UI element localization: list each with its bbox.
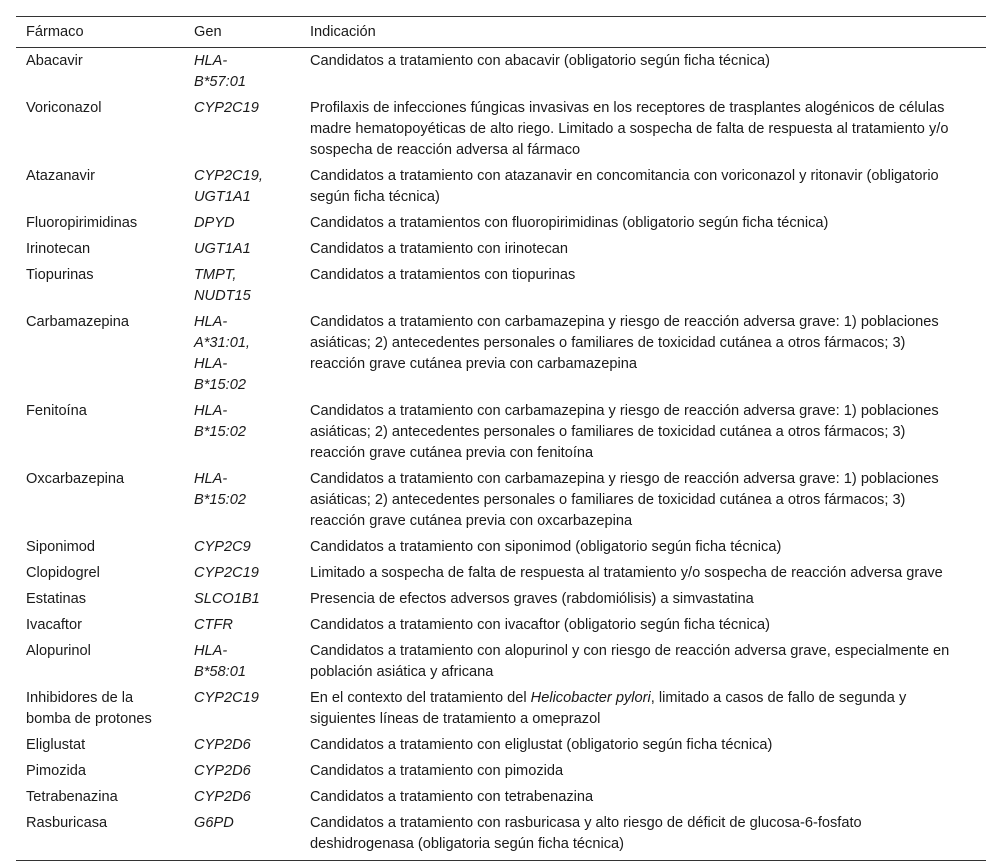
gene-line: B*15:02 bbox=[194, 492, 246, 508]
cell-farmaco: Alopurinol bbox=[26, 643, 91, 659]
table-body bbox=[16, 48, 986, 861]
cell-farmaco: Tetrabenazina bbox=[26, 789, 118, 805]
table-row bbox=[16, 263, 986, 310]
gene-line: UGT1A1 bbox=[194, 241, 251, 257]
gene-line: CYP2D6 bbox=[194, 763, 251, 779]
indicacion-text: En el contexto del tratamiento del bbox=[310, 690, 531, 706]
cell-indicacion: Candidatos a tratamiento con alopurinol y con riesgo de reacción adversa grave, especialmente en población asiática y africana bbox=[310, 643, 950, 680]
header-indicacion: Indicación bbox=[310, 24, 376, 40]
gene-line: UGT1A1 bbox=[194, 189, 251, 205]
cell-gen bbox=[184, 211, 300, 237]
cell-farmaco: Siponimod bbox=[26, 539, 95, 555]
table-row bbox=[16, 811, 986, 861]
cell-gen bbox=[184, 561, 300, 587]
cell-gen bbox=[184, 811, 300, 861]
cell-farmaco: Clopidogrel bbox=[26, 565, 100, 581]
gene-line: B*57:01 bbox=[194, 74, 246, 90]
table-row bbox=[16, 785, 986, 811]
cell-indicacion: Candidatos a tratamiento con pimozida bbox=[310, 763, 564, 779]
gene-line: B*15:02 bbox=[194, 377, 246, 393]
gene-line: CYP2C9 bbox=[194, 539, 251, 555]
gene-line: TMPT, bbox=[194, 267, 237, 283]
indicacion-text: , limitado a casos de fallo de segunda y siguientes líneas de tratamiento a omeprazol bbox=[310, 690, 907, 727]
table-row bbox=[16, 310, 986, 399]
cell-gen bbox=[184, 759, 300, 785]
cell-gen bbox=[184, 96, 300, 164]
cell-indicacion: Presencia de efectos adversos graves (rabdomiólisis) a simvastatina bbox=[310, 591, 754, 607]
header-gen: Gen bbox=[194, 24, 222, 40]
table-row bbox=[16, 211, 986, 237]
cell-farmaco: Voriconazol bbox=[26, 100, 102, 116]
cell-farmaco: Ivacaftor bbox=[26, 617, 82, 633]
cell-indicacion: Candidatos a tratamientos con fluoropirimidinas (obligatorio según ficha técnica) bbox=[310, 215, 829, 231]
cell-gen bbox=[184, 310, 300, 399]
cell-gen bbox=[184, 237, 300, 263]
gene-line: DPYD bbox=[194, 215, 235, 231]
cell-gen bbox=[184, 639, 300, 686]
table-row bbox=[16, 96, 986, 164]
cell-farmaco: Tiopurinas bbox=[26, 267, 94, 283]
table-row bbox=[16, 561, 986, 587]
cell-indicacion: Candidatos a tratamiento con abacavir (obligatorio según ficha técnica) bbox=[310, 53, 770, 69]
cell-gen bbox=[184, 263, 300, 310]
cell-gen bbox=[184, 535, 300, 561]
table-row bbox=[16, 48, 986, 97]
table-row bbox=[16, 587, 986, 613]
gene-line: HLA- bbox=[194, 471, 228, 487]
gene-line: B*15:02 bbox=[194, 424, 246, 440]
cell-indicacion: Limitado a sospecha de falta de respuesta al tratamiento y/o sospecha de reacción adversa grave bbox=[310, 565, 943, 581]
table-row bbox=[16, 733, 986, 759]
header-row bbox=[16, 17, 986, 48]
table-row bbox=[16, 759, 986, 785]
gene-line: CYP2C19 bbox=[194, 565, 259, 581]
gene-line: B*58:01 bbox=[194, 664, 246, 680]
gene-line: HLA- bbox=[194, 314, 228, 330]
cell-indicacion: Candidatos a tratamiento con irinotecan bbox=[310, 241, 568, 257]
table-header bbox=[16, 17, 986, 48]
cell-gen bbox=[184, 164, 300, 211]
cell-farmaco: Estatinas bbox=[26, 591, 87, 607]
gene-line: CYP2C19 bbox=[194, 690, 259, 706]
gene-line: NUDT15 bbox=[194, 288, 251, 304]
cell-gen bbox=[184, 467, 300, 535]
gene-line: G6PD bbox=[194, 815, 234, 831]
cell-farmaco: Fenitoína bbox=[26, 403, 87, 419]
gene-line: CTFR bbox=[194, 617, 233, 633]
gene-line: HLA- bbox=[194, 53, 228, 69]
cell-gen bbox=[184, 686, 300, 733]
header-farmaco: Fármaco bbox=[26, 24, 84, 40]
pharmacogenetics-table bbox=[16, 16, 986, 861]
table-row bbox=[16, 164, 986, 211]
cell-indicacion: Candidatos a tratamiento con eliglustat (obligatorio según ficha técnica) bbox=[310, 737, 773, 753]
cell-gen bbox=[184, 785, 300, 811]
cell-farmaco: Irinotecan bbox=[26, 241, 91, 257]
cell-indicacion: Candidatos a tratamientos con tiopurinas bbox=[310, 267, 576, 283]
gene-line: CYP2D6 bbox=[194, 789, 251, 805]
species-name: Helicobacter pylori bbox=[530, 690, 651, 706]
cell-gen bbox=[184, 587, 300, 613]
table-row bbox=[16, 237, 986, 263]
cell-farmaco: Fluoropirimidinas bbox=[26, 215, 138, 231]
table-row bbox=[16, 686, 986, 733]
table-row bbox=[16, 535, 986, 561]
cell-farmaco: Atazanavir bbox=[26, 168, 95, 184]
cell-gen bbox=[184, 399, 300, 467]
cell-farmaco: Abacavir bbox=[26, 53, 83, 69]
table-row bbox=[16, 467, 986, 535]
cell-indicacion: Candidatos a tratamiento con carbamazepina y riesgo de reacción adversa grave: 1) poblaciones asiáticas; 2) antecedentes personales o familiares de toxicidad cutánea a otros fármacos; 3) reacción grave cutánea previa con fenitoína bbox=[310, 403, 939, 461]
cell-farmaco: Inhibidores de la bomba de protones bbox=[26, 690, 152, 727]
cell-farmaco: Eliglustat bbox=[26, 737, 86, 753]
cell-indicacion: Candidatos a tratamiento con carbamazepina y riesgo de reacción adversa grave: 1) poblaciones asiáticas; 2) antecedentes personales o familiares de toxicidad cutánea a otros fármacos; 3) reacción grave cutánea previa con oxcarbazepina bbox=[310, 471, 939, 529]
gene-line: A*31:01, bbox=[194, 335, 250, 351]
cell-gen bbox=[184, 613, 300, 639]
cell-indicacion: Candidatos a tratamiento con rasburicasa y alto riesgo de déficit de glucosa-6-fosfato deshidrogenasa (obligatoria según ficha técnica) bbox=[310, 815, 862, 852]
table-row bbox=[16, 613, 986, 639]
gene-line: SLCO1B1 bbox=[194, 591, 260, 607]
gene-line: HLA- bbox=[194, 403, 228, 419]
cell-indicacion: Candidatos a tratamiento con carbamazepina y riesgo de reacción adversa grave: 1) poblaciones asiáticas; 2) antecedentes personales o familiares de toxicidad cutánea a otros fármacos; 3) reacción grave cutánea previa con carbamazepina bbox=[310, 314, 939, 372]
cell-indicacion: Candidatos a tratamiento con siponimod (obligatorio según ficha técnica) bbox=[310, 539, 782, 555]
cell-farmaco: Oxcarbazepina bbox=[26, 471, 125, 487]
cell-farmaco: Carbamazepina bbox=[26, 314, 130, 330]
gene-line: HLA- bbox=[194, 356, 228, 372]
table-row bbox=[16, 639, 986, 686]
cell-indicacion: Profilaxis de infecciones fúngicas invasivas en los receptores de trasplantes alogénicos de células madre hematopoyéticas de alto riego. Limitado a sospecha de falta de respuesta al tratamiento y/o sospecha de reacción adversa al fármaco bbox=[310, 100, 949, 158]
cell-gen bbox=[184, 733, 300, 759]
cell-farmaco: Rasburicasa bbox=[26, 815, 108, 831]
cell-indicacion: Candidatos a tratamiento con tetrabenazina bbox=[310, 789, 594, 805]
cell-farmaco: Pimozida bbox=[26, 763, 87, 779]
gene-line: CYP2D6 bbox=[194, 737, 251, 753]
cell-indicacion: Candidatos a tratamiento con ivacaftor (obligatorio según ficha técnica) bbox=[310, 617, 770, 633]
cell-indicacion: Candidatos a tratamiento con atazanavir en concomitancia con voriconazol y ritonavir (obligatorio según ficha técnica) bbox=[310, 168, 939, 205]
table-row bbox=[16, 399, 986, 467]
gene-line: CYP2C19, bbox=[194, 168, 263, 184]
gene-line: CYP2C19 bbox=[194, 100, 259, 116]
cell-indicacion bbox=[300, 686, 986, 733]
cell-gen bbox=[184, 48, 300, 97]
gene-line: HLA- bbox=[194, 643, 228, 659]
